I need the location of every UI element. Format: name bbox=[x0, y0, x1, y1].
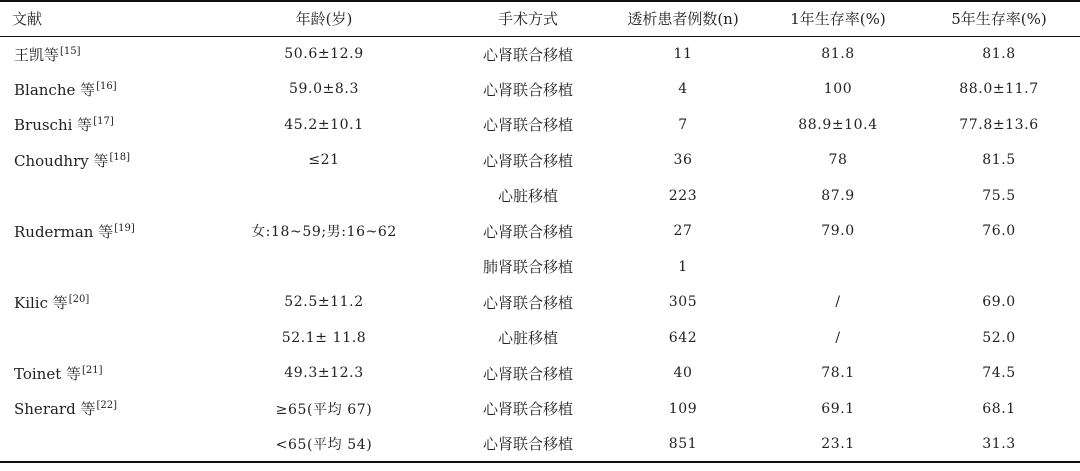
reference-cell bbox=[0, 285, 200, 321]
header-row bbox=[0, 1, 1080, 36]
table-row bbox=[0, 356, 1080, 392]
reference-cell bbox=[0, 320, 200, 356]
patient-count-cell: 36 bbox=[673, 152, 693, 169]
patient-count-cell: 4 bbox=[678, 81, 688, 98]
reference-cell bbox=[0, 143, 200, 179]
table-row bbox=[0, 427, 1080, 463]
patient-count-cell: 7 bbox=[678, 116, 688, 133]
survival-1yr-cell: 78.1 bbox=[821, 365, 855, 382]
survival-1yr-cell: 100 bbox=[823, 81, 853, 98]
table-row bbox=[0, 36, 1080, 72]
survival-1yr-cell bbox=[758, 249, 918, 285]
survival-5yr-cell: 69.0 bbox=[982, 294, 1016, 311]
table-row bbox=[0, 178, 1080, 214]
survival-5yr-cell: 31.3 bbox=[918, 427, 1080, 463]
method-cell: 心肾联合移植 bbox=[482, 400, 573, 419]
reference-cell bbox=[0, 391, 200, 427]
reference-cell bbox=[0, 427, 200, 463]
method-cell: 心肾联合移植 bbox=[482, 293, 573, 312]
method-cell: 肺肾联合移植 bbox=[482, 258, 573, 277]
citation-number: [22] bbox=[96, 400, 117, 412]
survival-1yr-cell: 23.1 bbox=[758, 427, 918, 463]
method-cell: 心肾联合移植 bbox=[448, 427, 608, 463]
method-cell: 心肾联合移植 bbox=[482, 364, 573, 383]
citation-number: [16] bbox=[96, 80, 117, 92]
survival-5yr-cell: 76.0 bbox=[982, 223, 1016, 240]
reference-name: Toinet 等 bbox=[14, 364, 82, 383]
header-patient-count: 透析患者例数(n) bbox=[608, 1, 758, 36]
method-cell: 心肾联合移植 bbox=[482, 151, 573, 170]
method-cell: 心肾联合移植 bbox=[482, 116, 573, 135]
header-reference: 文献 bbox=[0, 1, 200, 36]
citation-number: [20] bbox=[68, 293, 90, 305]
patient-count-cell: 305 bbox=[668, 294, 698, 311]
age-cell bbox=[200, 249, 448, 285]
reference-name: Choudhry 等 bbox=[14, 151, 109, 170]
age-cell: 45.2±10.1 bbox=[284, 116, 364, 133]
survival-5yr-cell: 75.5 bbox=[982, 187, 1016, 204]
citation-number: [15] bbox=[60, 45, 81, 57]
age-cell: 52.1± 11.8 bbox=[281, 329, 367, 346]
age-cell: 52.5±11.2 bbox=[284, 294, 364, 311]
survival-1yr-cell: 79.0 bbox=[821, 223, 855, 240]
survival-5yr-cell: 81.5 bbox=[982, 152, 1016, 169]
reference-cell bbox=[0, 356, 200, 392]
patient-count-cell: 642 bbox=[668, 329, 698, 346]
survival-5yr-cell: 88.0±11.7 bbox=[959, 81, 1039, 98]
reference-name: Blanche 等 bbox=[14, 80, 96, 99]
citation-number: [19] bbox=[114, 222, 135, 234]
header-5yr-survival: 5年生存率(%) bbox=[918, 1, 1080, 36]
method-cell: 心肾联合移植 bbox=[482, 222, 573, 241]
age-cell bbox=[200, 178, 448, 214]
reference-cell bbox=[0, 249, 200, 285]
survival-5yr-cell: 74.5 bbox=[982, 365, 1016, 382]
survival-1yr-cell: 78 bbox=[828, 152, 848, 169]
reference-name: Sherard 等 bbox=[14, 400, 96, 419]
survival-5yr-cell: 77.8±13.6 bbox=[959, 116, 1039, 133]
reference-cell bbox=[0, 107, 200, 143]
age-cell: 49.3±12.3 bbox=[284, 365, 364, 382]
patient-count-cell: 27 bbox=[673, 223, 693, 240]
method-cell: 心肾联合移植 bbox=[482, 80, 573, 99]
reference-name: Kilic 等 bbox=[14, 293, 68, 312]
method-cell: 心脏移植 bbox=[497, 329, 558, 348]
table-row bbox=[0, 107, 1080, 143]
citation-number: [17] bbox=[93, 116, 114, 128]
header-age: 年龄(岁) bbox=[200, 1, 448, 36]
survival-1yr-cell: / bbox=[835, 329, 841, 346]
age-cell: <65(平均 54) bbox=[200, 427, 448, 463]
header-method: 手术方式 bbox=[448, 1, 608, 36]
age-cell: 59.0±8.3 bbox=[289, 81, 359, 98]
age-cell: 女:18~59;男:16~62 bbox=[251, 224, 397, 241]
age-cell: ≤21 bbox=[308, 152, 340, 169]
patient-count-cell: 109 bbox=[668, 400, 698, 417]
patient-count-cell: 11 bbox=[673, 46, 693, 62]
citation-number: [21] bbox=[82, 364, 103, 376]
table-header bbox=[0, 1, 1080, 36]
table-row bbox=[0, 320, 1080, 356]
survival-1yr-cell: 81.8 bbox=[821, 46, 855, 62]
survival-5yr-cell bbox=[918, 249, 1080, 285]
age-cell: 50.6±12.9 bbox=[284, 46, 364, 62]
table-row bbox=[0, 72, 1080, 108]
reference-cell bbox=[0, 214, 200, 250]
method-cell: 心脏移植 bbox=[497, 187, 558, 206]
survival-1yr-cell: 87.9 bbox=[821, 187, 855, 204]
table-row bbox=[0, 214, 1080, 250]
table-body bbox=[0, 36, 1080, 462]
patient-count-cell: 40 bbox=[673, 365, 693, 382]
reference-name: Ruderman 等 bbox=[14, 222, 114, 241]
age-cell: ≥65(平均 67) bbox=[275, 401, 373, 418]
citation-number: [18] bbox=[109, 151, 131, 163]
header-1yr-survival: 1年生存率(%) bbox=[758, 1, 918, 36]
reference-name: 王凯等 bbox=[14, 45, 60, 64]
table-row bbox=[0, 143, 1080, 179]
reference-cell bbox=[0, 178, 200, 214]
survival-1yr-cell: / bbox=[835, 294, 841, 311]
survival-1yr-cell: 69.1 bbox=[821, 400, 855, 417]
patient-count-cell: 223 bbox=[668, 187, 698, 204]
survival-1yr-cell: 88.9±10.4 bbox=[798, 116, 878, 133]
survival-5yr-cell: 81.8 bbox=[982, 46, 1016, 62]
reference-name: Bruschi 等 bbox=[14, 116, 93, 135]
survival-5yr-cell: 52.0 bbox=[982, 329, 1016, 346]
patient-count-cell: 1 bbox=[678, 258, 688, 275]
survival-5yr-cell: 68.1 bbox=[982, 400, 1016, 417]
table-row bbox=[0, 391, 1080, 427]
table-row bbox=[0, 285, 1080, 321]
reference-cell bbox=[0, 72, 200, 108]
reference-cell bbox=[0, 36, 200, 72]
method-cell: 心肾联合移植 bbox=[482, 45, 573, 64]
patient-count-cell: 851 bbox=[608, 427, 758, 463]
table-row bbox=[0, 249, 1080, 285]
